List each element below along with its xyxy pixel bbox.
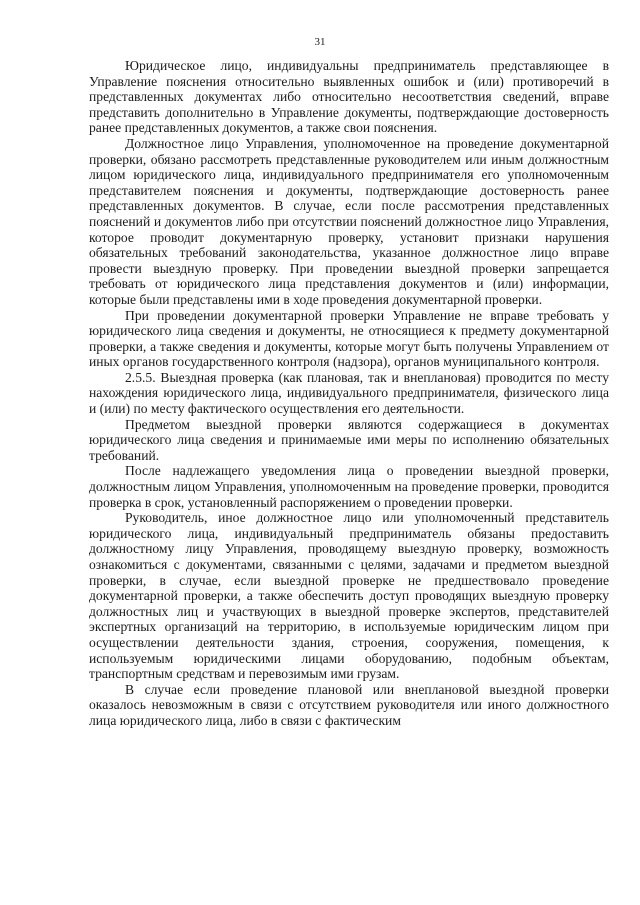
document-body xyxy=(89,58,609,729)
paragraph: Юридическое лицо, индивидуальны предприниматель представляющее в Управление пояснения относительно выявленных ошибок и (или) противоречий в представленных документах либо относительно несоответствия сведений, вправе представить дополнительно в Управление документы, подтверждающие достоверность ранее представленных документов, а также свои пояснения. xyxy=(89,58,609,136)
paragraph: Руководитель, иное должностное лицо или уполномоченный представитель юридического лица, индивидуальный предприниматель обязаны предоставить должностному лицу Управления, проводящему выездную проверку, возможность ознакомиться с документами, связанными с целями, задачами и предметом выездной проверки, в случае, если выездной проверке не предшествовало проведение документарной проверки, а также обеспечить доступ проводящих выездную проверку должностных лиц и участвующих в выездной проверке экспертов, представителей экспертных организаций на территорию, в используемые юридическим лицом при осуществлении деятельности здания, строения, сооружения, помещения, к используемым юридическими лицами оборудованию, подобным объектам, транспортным средствам и перевозимым ими грузам. xyxy=(89,510,609,682)
paragraph: Предметом выездной проверки являются содержащиеся в документах юридического лица сведения и принимаемые ими меры по исполнению обязательных требований. xyxy=(89,416,609,463)
paragraph: Должностное лицо Управления, уполномоченное на проведение документарной проверки, обязано рассмотреть представленные руководителем или иным должностным лицом юридического лица, индивидуального предпринимателя его уполномоченным представителем пояснения и документы, подтверждающие достоверность ранее представленных документов. В случае, если после рассмотрения представленных пояснений и документов либо при отсутствии пояснений должностное лицо Управления, которое проводит документарную проверку, установит признаки нарушения обязательных требований законодательства, указанное должностное лицо вправе провести выездную проверку. При проведении выездной проверки запрещается требовать от юридического лица представления документов и (или) информации, которые были представлены ими в ходе проведения документарной проверки. xyxy=(89,135,609,307)
paragraph: В случае если проведение плановой или внеплановой выездной проверки оказалось невозможным в связи с отсутствием руководителя или иного должностного лица юридического лица, либо в связи с фактическим xyxy=(89,681,609,728)
page-number: 31 xyxy=(314,36,326,48)
paragraph: 2.5.5. Выездная проверка (как плановая, так и внеплановая) проводится по месту нахождения юридического лица, индивидуального предпринимателя, физического лица и (или) по месту фактического осуществления его деятельности. xyxy=(89,369,609,417)
paragraph: После надлежащего уведомления лица о проведении выездной проверки, должностным лицом Управления, уполномоченным на проведение проверки, проводится проверка в срок, установленный распоряжением о проведении проверки. xyxy=(89,463,609,510)
paragraph: При проведении документарной проверки Управление не вправе требовать у юридического лица сведения и документы, не относящиеся к предмету документарной проверки, а также сведения и документы, которые могут быть получены Управлением от иных органов государственного контроля (надзора), органов муниципального контроля. xyxy=(89,307,609,370)
